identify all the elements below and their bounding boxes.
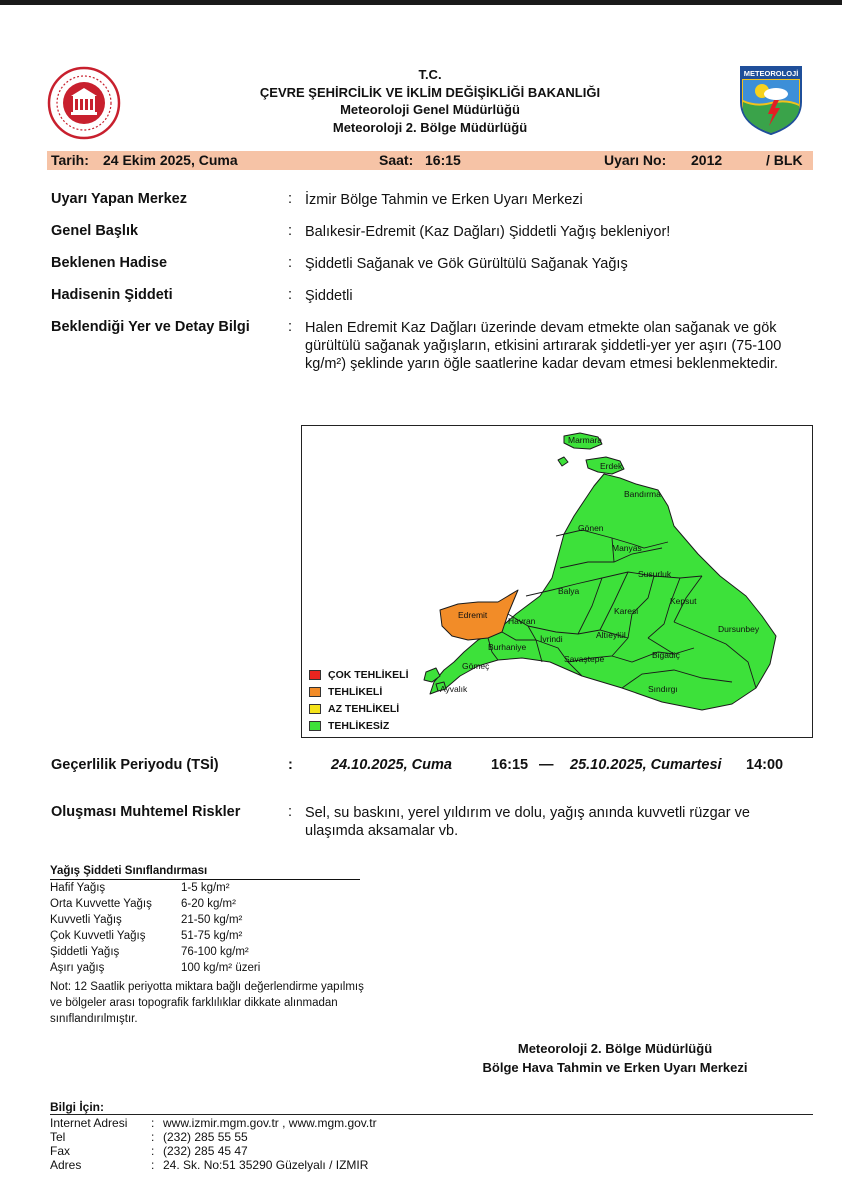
label-burhaniye: Burhaniye — [488, 642, 527, 652]
warning-suffix: / BLK — [766, 152, 803, 168]
rain-class-value: 1-5 kg/m² — [181, 882, 230, 894]
label-susurluk: Susurluk — [638, 569, 672, 579]
info-bar — [47, 151, 813, 170]
field-label: Genel Başlık — [51, 223, 139, 239]
legend-label: TEHLİKELİ — [328, 685, 383, 698]
field-value: İzmir Bölge Tahmin ve Erken Uyarı Merkezi — [305, 192, 583, 208]
header-titles — [150, 66, 710, 136]
rain-classification — [50, 865, 470, 1027]
label-gonen: Gönen — [578, 523, 604, 533]
field-value: Halen Edremit Kaz Dağları üzerinde devam etmekte olan sağanak ve gök gürültülü sağanak yağışların, etkisini artırarak şiddetli-yer yer aşırı (75-100 kg/m²) şeklinde yarın öğle saatlerine kadar devam etmesi beklenmektedir. — [305, 320, 782, 372]
contact-row — [50, 1144, 813, 1158]
legend-swatch — [309, 670, 321, 680]
legend-item-slightly-dangerous — [309, 700, 409, 717]
time-value: 16:15 — [425, 152, 461, 168]
rain-class-row — [50, 930, 470, 946]
field-colon: : — [288, 804, 293, 820]
warning-map — [301, 425, 813, 738]
date-value: 24 Ekim 2025, Cuma — [103, 152, 238, 168]
label-sindirgi: Sındırgı — [648, 684, 678, 694]
field-value: Balıkesir-Edremit (Kaz Dağları) Şiddetli Yağış bekleniyor! — [305, 224, 671, 240]
validity-colon: : — [288, 757, 293, 773]
rain-class-row — [50, 882, 470, 898]
validity-start-time: 16:15 — [491, 757, 529, 773]
contact-name: Tel — [50, 1130, 66, 1144]
field-colon: : — [288, 191, 293, 207]
contact-colon: : — [151, 1130, 155, 1144]
legend-label: TEHLİKESİZ — [328, 719, 390, 732]
validity-end-time: 14:00 — [746, 757, 784, 773]
contact-row — [50, 1130, 813, 1144]
rain-class-name: Hafif Yağış — [50, 882, 106, 894]
label-edremit: Edremit — [458, 610, 488, 620]
contact-info — [50, 1100, 813, 1172]
date-label: Tarih: — [51, 152, 89, 168]
rain-class-value: 21-50 kg/m² — [181, 914, 243, 926]
contact-address: 24. Sk. No:51 35290 Güzelyalı / IZMIR — [163, 1158, 369, 1172]
label-savastepe: Savaştepe — [564, 654, 605, 664]
label-bandirma: Bandırma — [624, 489, 661, 499]
rain-class-name: Kuvvetli Yağış — [50, 914, 122, 926]
rain-class-row — [50, 914, 470, 930]
legend-swatch — [309, 687, 321, 697]
contact-phone: (232) 285 55 55 — [163, 1130, 248, 1144]
label-altieylul: Altıeylül — [596, 630, 626, 640]
rain-class-value: 100 kg/m² üzeri — [181, 962, 261, 974]
field-value: Şiddetli Sağanak ve Gök Gürültülü Sağanak Yağış — [305, 256, 628, 272]
field-value: Şiddetli — [305, 288, 353, 304]
legend-swatch — [309, 721, 321, 731]
label-manyas: Manyas — [612, 543, 642, 553]
field-colon: : — [288, 223, 293, 239]
contact-name: Adres — [50, 1158, 82, 1172]
label-ayvalik: Ayvalık — [440, 684, 468, 694]
label-ivrindi: İvrindi — [540, 634, 563, 644]
map-legend — [309, 666, 409, 734]
signature-line-1: Meteoroloji 2. Bölge Müdürlüğü — [517, 1041, 713, 1056]
contact-colon: : — [151, 1158, 155, 1172]
marmara-islet — [558, 457, 568, 466]
contact-row — [50, 1116, 813, 1130]
field-label: Beklenen Hadise — [51, 255, 168, 271]
contact-divider — [50, 1114, 813, 1115]
field-label: Uyarı Yapan Merkez — [51, 191, 187, 207]
legend-item-very-dangerous — [309, 666, 409, 683]
rain-classification-title: Yağış Şiddeti Sınıflandırması — [50, 865, 360, 880]
rain-class-name: Çok Kuvvetli Yağış — [50, 930, 146, 942]
validity-end-date: 25.10.2025, Cumartesi — [570, 757, 722, 773]
field-value: Sel, su baskını, yerel yıldırım ve dolu, yağış anında kuvvetli rüzgar ve ulaşımda aksamalar vb. — [305, 805, 750, 839]
contact-title: Bilgi İçin: — [50, 1100, 104, 1114]
meteoroloji-logo-text: METEOROLOJİ — [743, 69, 799, 78]
legend-swatch — [309, 704, 321, 714]
contact-website[interactable]: www.izmir.mgm.gov.tr , www.mgm.gov.tr — [163, 1116, 377, 1130]
label-erdek: Erdek — [600, 461, 623, 471]
contact-name: Fax — [50, 1144, 71, 1158]
label-karesi: Karesi — [614, 606, 639, 616]
label-gomec: Gömeç — [462, 661, 490, 671]
time-label: Saat: — [379, 152, 414, 168]
rain-class-value: 6-20 kg/m² — [181, 898, 236, 910]
label-dursunbey: Dursunbey — [718, 624, 760, 634]
field-label: Oluşması Muhtemel Riskler — [51, 804, 241, 820]
validity-start-date: 24.10.2025, Cuma — [331, 757, 452, 773]
warning-number-label: Uyarı No: — [604, 152, 667, 168]
rain-class-value: 51-75 kg/m² — [181, 930, 243, 942]
contact-colon: : — [151, 1144, 155, 1158]
rain-class-row — [50, 946, 470, 962]
field-colon: : — [288, 287, 293, 303]
rain-class-row — [50, 962, 470, 978]
meteoroloji-logo — [738, 64, 804, 136]
rain-classification-note: Not: 12 Saatlik periyotta miktara bağlı değerlendirme yapılmış ve bölgeler arası topografik farklılıklar dikkate alınmadan sınıflandırılmıştır. — [50, 981, 364, 1025]
field-colon: : — [288, 319, 293, 335]
signature-line-2: Bölge Hava Tahmin ve Erken Uyarı Merkezi — [482, 1060, 748, 1075]
rain-class-name: Şiddetli Yağış — [50, 946, 120, 958]
validity-label: Geçerlilik Periyodu (TSİ) — [51, 757, 219, 773]
header-directorate: Meteoroloji Genel Müdürlüğü — [340, 102, 520, 117]
signature-block — [440, 1039, 790, 1077]
legend-label: AZ TEHLİKELİ — [328, 702, 400, 715]
field-label: Beklendiği Yer ve Detay Bilgi — [51, 319, 250, 335]
top-edge-bar — [0, 0, 842, 5]
header-ministry: ÇEVRE ŞEHİRCİLİK VE İKLİM DEĞİŞİKLİĞİ BAKANLIĞI — [259, 84, 601, 100]
legend-item-dangerous — [309, 683, 409, 700]
field-colon: : — [288, 255, 293, 271]
rain-class-name: Aşırı yağış — [50, 962, 105, 974]
legend-label: ÇOK TEHLİKELİ — [328, 668, 409, 681]
legend-item-safe — [309, 717, 409, 734]
field-label: Hadisenin Şiddeti — [51, 287, 173, 303]
validity-dash: — — [539, 757, 554, 773]
rain-class-row — [50, 898, 470, 914]
label-marmara: Marmara — [568, 435, 603, 445]
header-tc: T.C. — [418, 67, 442, 82]
contact-colon: : — [151, 1116, 155, 1130]
mainland — [430, 474, 776, 710]
ministry-seal-logo — [47, 66, 121, 140]
contact-fax: (232) 285 45 47 — [163, 1144, 248, 1158]
warning-number: 2012 — [691, 152, 723, 168]
contact-row — [50, 1158, 813, 1172]
header-regional: Meteoroloji 2. Bölge Müdürlüğü — [332, 119, 528, 135]
contact-name: Internet Adresi — [50, 1116, 128, 1130]
document-header — [0, 62, 842, 142]
rain-class-name: Orta Kuvvette Yağış — [50, 898, 152, 910]
label-havran: Havran — [508, 616, 536, 626]
label-bigadic: Bigadiç — [652, 650, 680, 660]
rain-class-value: 76-100 kg/m² — [181, 946, 249, 958]
label-kepsut: Kepsut — [670, 596, 697, 606]
label-balya: Balya — [558, 586, 580, 596]
